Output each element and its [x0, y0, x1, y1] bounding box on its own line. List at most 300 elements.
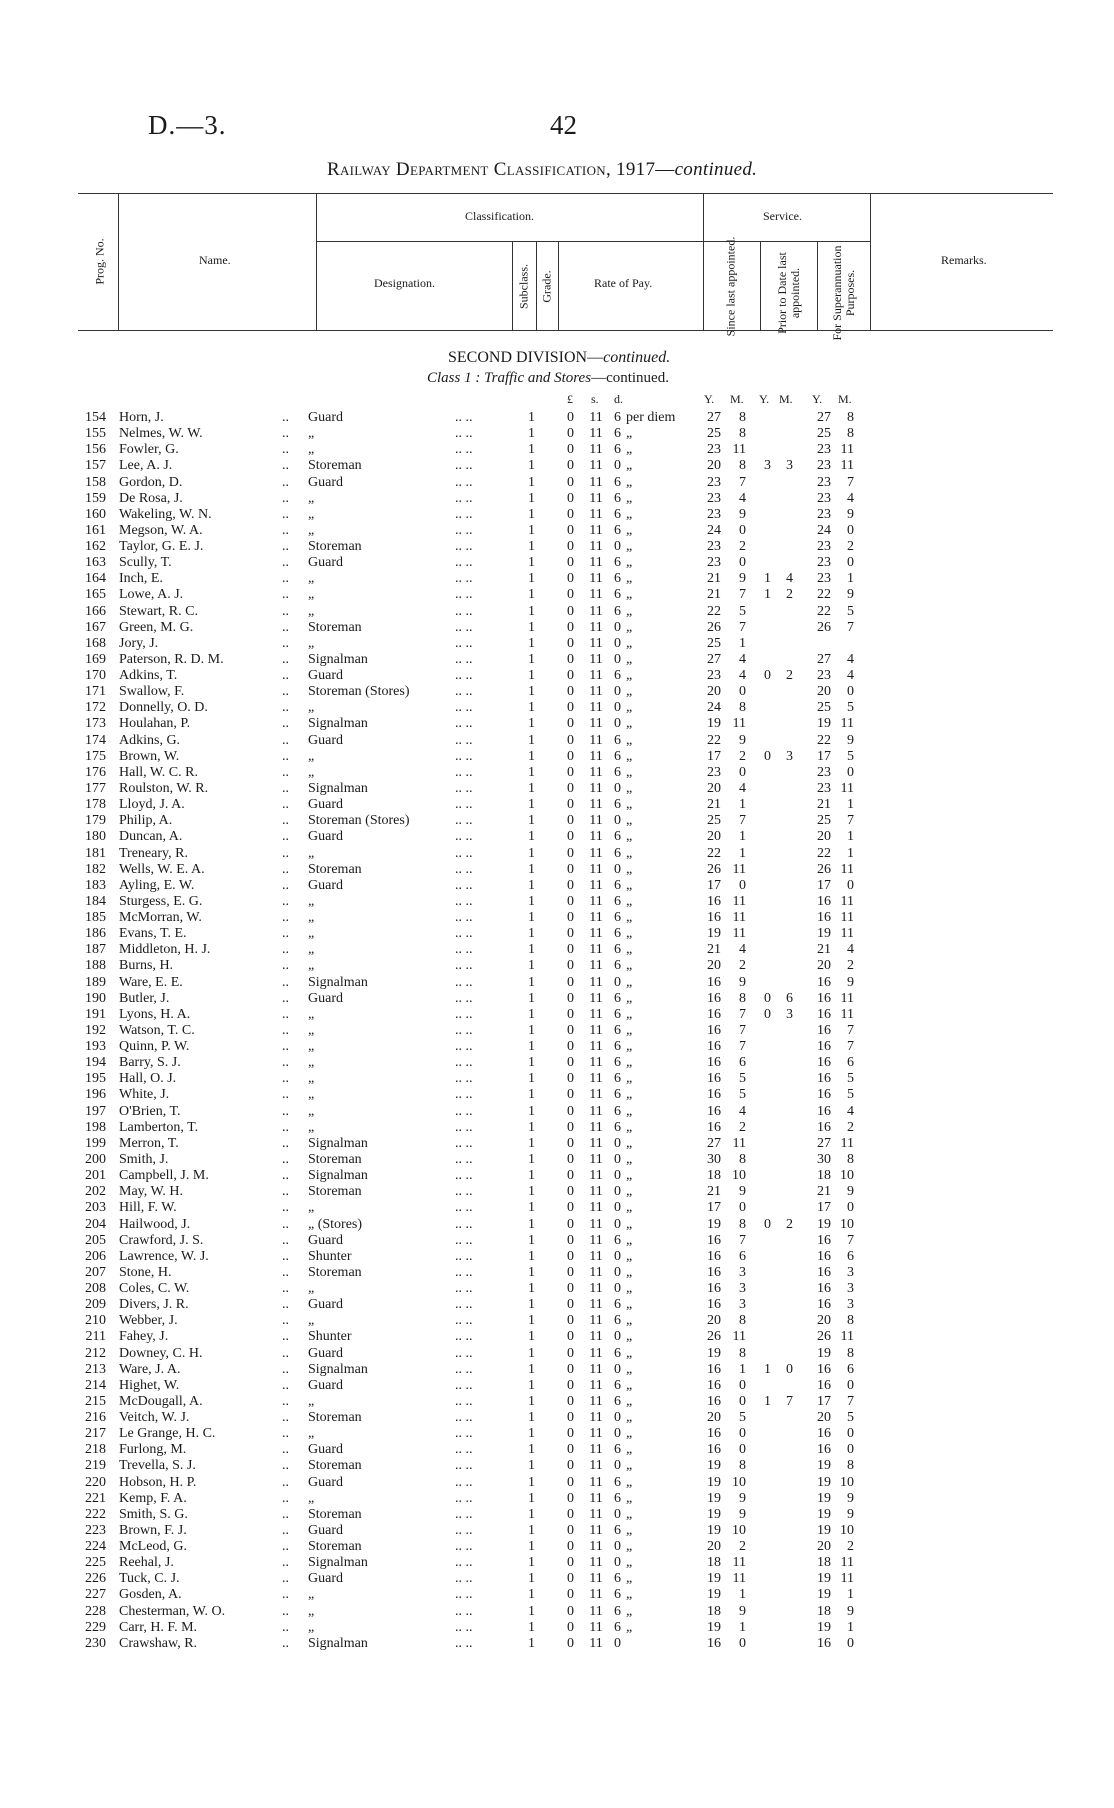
service-years: 23 — [707, 491, 721, 506]
table-row — [0, 1378, 1114, 1394]
service-years: 19 — [707, 1620, 721, 1635]
super-years: 20 — [817, 1539, 831, 1554]
table-row — [0, 1442, 1114, 1458]
pay-shillings: 11 — [589, 1136, 603, 1151]
leader-dots: .. .. — [455, 426, 473, 441]
leader-dots: .. .. — [455, 1217, 473, 1232]
pay-period: „ — [626, 1458, 633, 1473]
staff-name: Sturgess, E. G. — [119, 894, 203, 909]
leader-dots: .. — [282, 1168, 289, 1183]
leader-dots: .. .. — [455, 781, 473, 796]
subclass: 1 — [528, 523, 535, 538]
pay-pounds: 0 — [567, 1184, 574, 1199]
staff-name: Gordon, D. — [119, 475, 183, 490]
pay-period: „ — [626, 1184, 633, 1199]
super-months: 5 — [847, 1071, 854, 1086]
pay-pence: 0 — [614, 684, 621, 699]
pay-shillings: 11 — [589, 491, 603, 506]
super-years: 19 — [817, 1587, 831, 1602]
subclass: 1 — [528, 475, 535, 490]
prog-no: 155 — [85, 426, 106, 441]
table-row — [0, 1346, 1114, 1362]
leader-dots: .. .. — [455, 1152, 473, 1167]
prog-no: 184 — [85, 894, 106, 909]
pay-pounds: 0 — [567, 1087, 574, 1102]
designation: Signalman — [308, 1636, 368, 1651]
pay-pounds: 0 — [567, 1475, 574, 1490]
table-row — [0, 991, 1114, 1007]
pay-pounds: 0 — [567, 1636, 574, 1651]
pay-pounds: 0 — [567, 571, 574, 586]
header-prior-to-date: Prior to Date last appointed. — [775, 252, 802, 334]
super-years: 16 — [817, 910, 831, 925]
class-label: Class 1 : — [427, 370, 481, 386]
designation: Guard — [308, 475, 343, 490]
leader-dots: .. — [282, 1055, 289, 1070]
pay-pounds: 0 — [567, 1523, 574, 1538]
staff-name: Lyons, H. A. — [119, 1007, 191, 1022]
service-years: 16 — [707, 910, 721, 925]
leader-dots: .. — [282, 620, 289, 635]
service-months: 9 — [739, 1604, 746, 1619]
super-years: 24 — [817, 523, 831, 538]
service-months: 0 — [739, 1378, 746, 1393]
pay-shillings: 11 — [589, 684, 603, 699]
pay-pence: 6 — [614, 765, 621, 780]
subclass: 1 — [528, 862, 535, 877]
super-years: 23 — [817, 765, 831, 780]
leader-dots: .. — [282, 1378, 289, 1393]
service-months: 11 — [732, 910, 746, 925]
pay-period: „ — [626, 1297, 633, 1312]
leader-dots: .. — [282, 1136, 289, 1151]
pay-period: „ — [626, 684, 633, 699]
leader-dots: .. — [282, 539, 289, 554]
pay-pounds: 0 — [567, 991, 574, 1006]
super-years: 27 — [817, 1136, 831, 1151]
service-years: 27 — [707, 410, 721, 425]
subclass: 1 — [528, 1136, 535, 1151]
staff-name: Le Grange, H. C. — [119, 1426, 216, 1441]
super-years: 21 — [817, 1184, 831, 1199]
pay-pence: 6 — [614, 523, 621, 538]
pay-shillings: 11 — [589, 1233, 603, 1248]
table-row — [0, 1055, 1114, 1071]
service-years: 22 — [707, 846, 721, 861]
service-years: 22 — [707, 604, 721, 619]
leader-dots: .. — [282, 1362, 289, 1377]
service-years: 21 — [707, 1184, 721, 1199]
designation: „ — [308, 846, 315, 861]
pay-pounds: 0 — [567, 862, 574, 877]
prior-months: 2 — [786, 668, 793, 683]
pay-pence: 0 — [614, 1265, 621, 1280]
staff-name: Watson, T. C. — [119, 1023, 195, 1038]
pay-pence: 0 — [614, 636, 621, 651]
pay-pounds: 0 — [567, 668, 574, 683]
subclass: 1 — [528, 846, 535, 861]
leader-dots: .. — [282, 1539, 289, 1554]
table-row — [0, 1620, 1114, 1636]
subclass: 1 — [528, 555, 535, 570]
super-months: 11 — [840, 1571, 854, 1586]
table-row — [0, 1249, 1114, 1265]
designation: „ — [308, 1587, 315, 1602]
leader-dots: .. .. — [455, 733, 473, 748]
prog-no: 182 — [85, 862, 106, 877]
leader-dots: .. — [282, 765, 289, 780]
pay-period: „ — [626, 813, 633, 828]
subclass: 1 — [528, 571, 535, 586]
leader-dots: .. — [282, 942, 289, 957]
subclass: 1 — [528, 1362, 535, 1377]
pay-shillings: 11 — [589, 846, 603, 861]
staff-name: Tuck, C. J. — [119, 1571, 180, 1586]
prog-no: 192 — [85, 1023, 106, 1038]
prog-no: 218 — [85, 1442, 106, 1457]
super-months: 0 — [847, 1200, 854, 1215]
leader-dots: .. .. — [455, 942, 473, 957]
service-years: 23 — [707, 555, 721, 570]
subclass: 1 — [528, 620, 535, 635]
pay-pounds: 0 — [567, 1200, 574, 1215]
service-months: 4 — [739, 668, 746, 683]
leader-dots: .. .. — [455, 587, 473, 602]
prog-no: 220 — [85, 1475, 106, 1490]
pay-shillings: 11 — [589, 813, 603, 828]
pay-pence: 6 — [614, 910, 621, 925]
table-row — [0, 587, 1114, 603]
staff-name: Stewart, R. C. — [119, 604, 198, 619]
designation: „ — [308, 1055, 315, 1070]
super-months: 11 — [840, 910, 854, 925]
leader-dots: .. — [282, 555, 289, 570]
super-years: 30 — [817, 1152, 831, 1167]
pay-shillings: 11 — [589, 1346, 603, 1361]
prog-no: 188 — [85, 958, 106, 973]
staff-name: Chesterman, W. O. — [119, 1604, 226, 1619]
pay-pounds: 0 — [567, 1281, 574, 1296]
prog-no: 173 — [85, 716, 106, 731]
designation: „ — [308, 1313, 315, 1328]
service-months: 7 — [739, 620, 746, 635]
super-years: 23 — [817, 475, 831, 490]
leader-dots: .. .. — [455, 1620, 473, 1635]
super-months: 11 — [840, 458, 854, 473]
pay-pence: 0 — [614, 1329, 621, 1344]
leader-dots: .. — [282, 716, 289, 731]
table-row — [0, 410, 1114, 426]
pay-shillings: 11 — [589, 442, 603, 457]
subclass: 1 — [528, 894, 535, 909]
pay-pounds: 0 — [567, 1620, 574, 1635]
service-years: 16 — [707, 1636, 721, 1651]
pay-pence: 6 — [614, 1023, 621, 1038]
table-row — [0, 442, 1114, 458]
staff-name: Lamberton, T. — [119, 1120, 199, 1135]
pay-pence: 6 — [614, 475, 621, 490]
leader-dots: .. .. — [455, 910, 473, 925]
leader-dots: .. — [282, 442, 289, 457]
prog-no: 199 — [85, 1136, 106, 1151]
leader-dots: .. .. — [455, 1104, 473, 1119]
prog-no: 216 — [85, 1410, 106, 1425]
table-row — [0, 458, 1114, 474]
leader-dots: .. .. — [455, 668, 473, 683]
service-months: 1 — [739, 1362, 746, 1377]
table-row — [0, 829, 1114, 845]
table-row — [0, 668, 1114, 684]
pay-shillings: 11 — [589, 894, 603, 909]
pay-pounds: 0 — [567, 910, 574, 925]
leader-dots: .. — [282, 846, 289, 861]
designation: „ — [308, 958, 315, 973]
table-row — [0, 846, 1114, 862]
leader-dots: .. .. — [455, 652, 473, 667]
staff-name: Jory, J. — [119, 636, 159, 651]
pay-shillings: 11 — [589, 475, 603, 490]
service-years: 16 — [707, 1104, 721, 1119]
prog-no: 206 — [85, 1249, 106, 1264]
pay-pounds: 0 — [567, 894, 574, 909]
page-title: Railway Department Classification, 1917—continued. — [327, 159, 758, 180]
staff-name: Donnelly, O. D. — [119, 700, 208, 715]
service-years: 19 — [707, 1458, 721, 1473]
pay-shillings: 11 — [589, 668, 603, 683]
super-months: 9 — [847, 1491, 854, 1506]
staff-name: Veitch, W. J. — [119, 1410, 190, 1425]
header-classification: Classification. — [465, 209, 534, 223]
pay-pence: 6 — [614, 991, 621, 1006]
pay-pounds: 0 — [567, 1297, 574, 1312]
super-months: 0 — [847, 1426, 854, 1441]
pay-period: „ — [626, 571, 633, 586]
pay-period: „ — [626, 555, 633, 570]
pay-pounds: 0 — [567, 749, 574, 764]
super-months: 3 — [847, 1265, 854, 1280]
prog-no: 157 — [85, 458, 106, 473]
table-row — [0, 1104, 1114, 1120]
super-months: 5 — [847, 1410, 854, 1425]
pay-pounds: 0 — [567, 878, 574, 893]
pay-shillings: 11 — [589, 862, 603, 877]
pay-shillings: 11 — [589, 878, 603, 893]
super-years: 16 — [817, 1378, 831, 1393]
staff-name: Brown, F. J. — [119, 1523, 187, 1538]
service-years: 18 — [707, 1604, 721, 1619]
super-months: 4 — [847, 668, 854, 683]
service-years: 16 — [707, 1265, 721, 1280]
service-months: 1 — [739, 797, 746, 812]
prog-no: 177 — [85, 781, 106, 796]
prog-no: 165 — [85, 587, 106, 602]
staff-name: Reehal, J. — [119, 1555, 174, 1570]
subclass: 1 — [528, 1410, 535, 1425]
pay-pounds: 0 — [567, 958, 574, 973]
staff-name: Roulston, W. R. — [119, 781, 209, 796]
pay-pence: 6 — [614, 846, 621, 861]
service-years: 23 — [707, 442, 721, 457]
pay-pounds: 0 — [567, 1217, 574, 1232]
service-years: 25 — [707, 426, 721, 441]
subclass: 1 — [528, 749, 535, 764]
subclass: 1 — [528, 410, 535, 425]
staff-name: Gosden, A. — [119, 1587, 182, 1602]
pay-pounds: 0 — [567, 684, 574, 699]
super-years: 20 — [817, 829, 831, 844]
pay-pounds: 0 — [567, 1426, 574, 1441]
pay-pounds: 0 — [567, 523, 574, 538]
leader-dots: .. — [282, 1007, 289, 1022]
designation: „ — [308, 523, 315, 538]
designation: Guard — [308, 668, 343, 683]
designation: Storeman — [308, 1184, 362, 1199]
prior-months: 3 — [786, 1007, 793, 1022]
service-years: 20 — [707, 458, 721, 473]
service-months: 7 — [739, 1039, 746, 1054]
leader-dots: .. — [282, 571, 289, 586]
pay-pounds: 0 — [567, 1265, 574, 1280]
pay-pence: 0 — [614, 1136, 621, 1151]
super-months: 8 — [847, 410, 854, 425]
super-years: 19 — [817, 1571, 831, 1586]
subclass: 1 — [528, 1571, 535, 1586]
staff-name: May, W. H. — [119, 1184, 184, 1199]
service-years: 20 — [707, 1539, 721, 1554]
pay-period: „ — [626, 781, 633, 796]
subclass: 1 — [528, 1055, 535, 1070]
service-years: 19 — [707, 1587, 721, 1602]
super-years: 20 — [817, 1313, 831, 1328]
subclass: 1 — [528, 1442, 535, 1457]
prog-no: 181 — [85, 846, 106, 861]
designation: Signalman — [308, 652, 368, 667]
service-months: 8 — [739, 458, 746, 473]
staff-name: Lowe, A. J. — [119, 587, 184, 602]
leader-dots: .. .. — [455, 1458, 473, 1473]
prog-no: 186 — [85, 926, 106, 941]
super-months: 4 — [847, 1104, 854, 1119]
subclass: 1 — [528, 700, 535, 715]
prog-no: 196 — [85, 1087, 106, 1102]
pay-pence: 0 — [614, 1152, 621, 1167]
prog-no: 174 — [85, 733, 106, 748]
staff-name: Swallow, F. — [119, 684, 185, 699]
designation: „ — [308, 749, 315, 764]
super-years: 16 — [817, 1120, 831, 1135]
prog-no: 176 — [85, 765, 106, 780]
leader-dots: .. .. — [455, 1023, 473, 1038]
designation: Storeman — [308, 1410, 362, 1425]
leader-dots: .. .. — [455, 1168, 473, 1183]
table-row — [0, 942, 1114, 958]
service-months: 8 — [739, 426, 746, 441]
pay-shillings: 11 — [589, 571, 603, 586]
table-row — [0, 862, 1114, 878]
service-months: 5 — [739, 1071, 746, 1086]
leader-dots: .. — [282, 829, 289, 844]
super-years: 19 — [817, 1217, 831, 1232]
designation: Storeman — [308, 620, 362, 635]
subclass: 1 — [528, 733, 535, 748]
leader-dots: .. .. — [455, 846, 473, 861]
leader-dots: .. .. — [455, 1265, 473, 1280]
leader-dots: .. — [282, 1571, 289, 1586]
prog-no: 160 — [85, 507, 106, 522]
pay-shillings: 11 — [589, 926, 603, 941]
pay-shillings: 11 — [589, 1071, 603, 1086]
designation: „ — [308, 1281, 315, 1296]
super-years: 23 — [817, 571, 831, 586]
pay-pounds: 0 — [567, 1555, 574, 1570]
super-years: 17 — [817, 878, 831, 893]
super-years: 23 — [817, 781, 831, 796]
service-years: 16 — [707, 975, 721, 990]
staff-name: Kemp, F. A. — [119, 1491, 187, 1506]
super-years: 23 — [817, 491, 831, 506]
super-months: 3 — [847, 1281, 854, 1296]
super-years: 19 — [817, 1458, 831, 1473]
staff-name: Highet, W. — [119, 1378, 180, 1393]
pay-shillings: 11 — [589, 716, 603, 731]
staff-name: Inch, E. — [119, 571, 163, 586]
pay-shillings: 11 — [589, 1620, 603, 1635]
subclass: 1 — [528, 1184, 535, 1199]
pay-shillings: 11 — [589, 1249, 603, 1264]
leader-dots: .. .. — [455, 1313, 473, 1328]
table-row — [0, 1475, 1114, 1491]
super-months: 8 — [847, 1458, 854, 1473]
super-years: 20 — [817, 958, 831, 973]
table-row — [0, 1087, 1114, 1103]
service-months: 1 — [739, 829, 746, 844]
subclass: 1 — [528, 1233, 535, 1248]
table-row — [0, 571, 1114, 587]
table-row — [0, 1394, 1114, 1410]
leader-dots: .. — [282, 1491, 289, 1506]
pay-shillings: 11 — [589, 1587, 603, 1602]
staff-name: Furlong, M. — [119, 1442, 187, 1457]
designation: „ — [308, 942, 315, 957]
pay-period: „ — [626, 1120, 633, 1135]
prog-no: 205 — [85, 1233, 106, 1248]
super-years: 16 — [817, 1087, 831, 1102]
pay-pence: 0 — [614, 1555, 621, 1570]
service-years: 19 — [707, 1523, 721, 1538]
service-months: 2 — [739, 749, 746, 764]
pay-pounds: 0 — [567, 1410, 574, 1425]
super-months: 1 — [847, 829, 854, 844]
super-months: 5 — [847, 700, 854, 715]
designation: „ — [308, 442, 315, 457]
service-months: 4 — [739, 1104, 746, 1119]
staff-name: Middleton, H. J. — [119, 942, 211, 957]
pay-period: „ — [626, 1394, 633, 1409]
pay-period: „ — [626, 862, 633, 877]
super-years: 16 — [817, 1281, 831, 1296]
designation: „ — [308, 765, 315, 780]
leader-dots: .. .. — [455, 1491, 473, 1506]
leader-dots: .. — [282, 636, 289, 651]
table-row — [0, 475, 1114, 491]
super-months: 1 — [847, 1587, 854, 1602]
designation: „ — [308, 1071, 315, 1086]
super-years: 16 — [817, 1007, 831, 1022]
pay-pence: 6 — [614, 1087, 621, 1102]
prior-months: 7 — [786, 1394, 793, 1409]
pay-period: „ — [626, 1426, 633, 1441]
header-subclass: Subclass. — [516, 264, 531, 309]
